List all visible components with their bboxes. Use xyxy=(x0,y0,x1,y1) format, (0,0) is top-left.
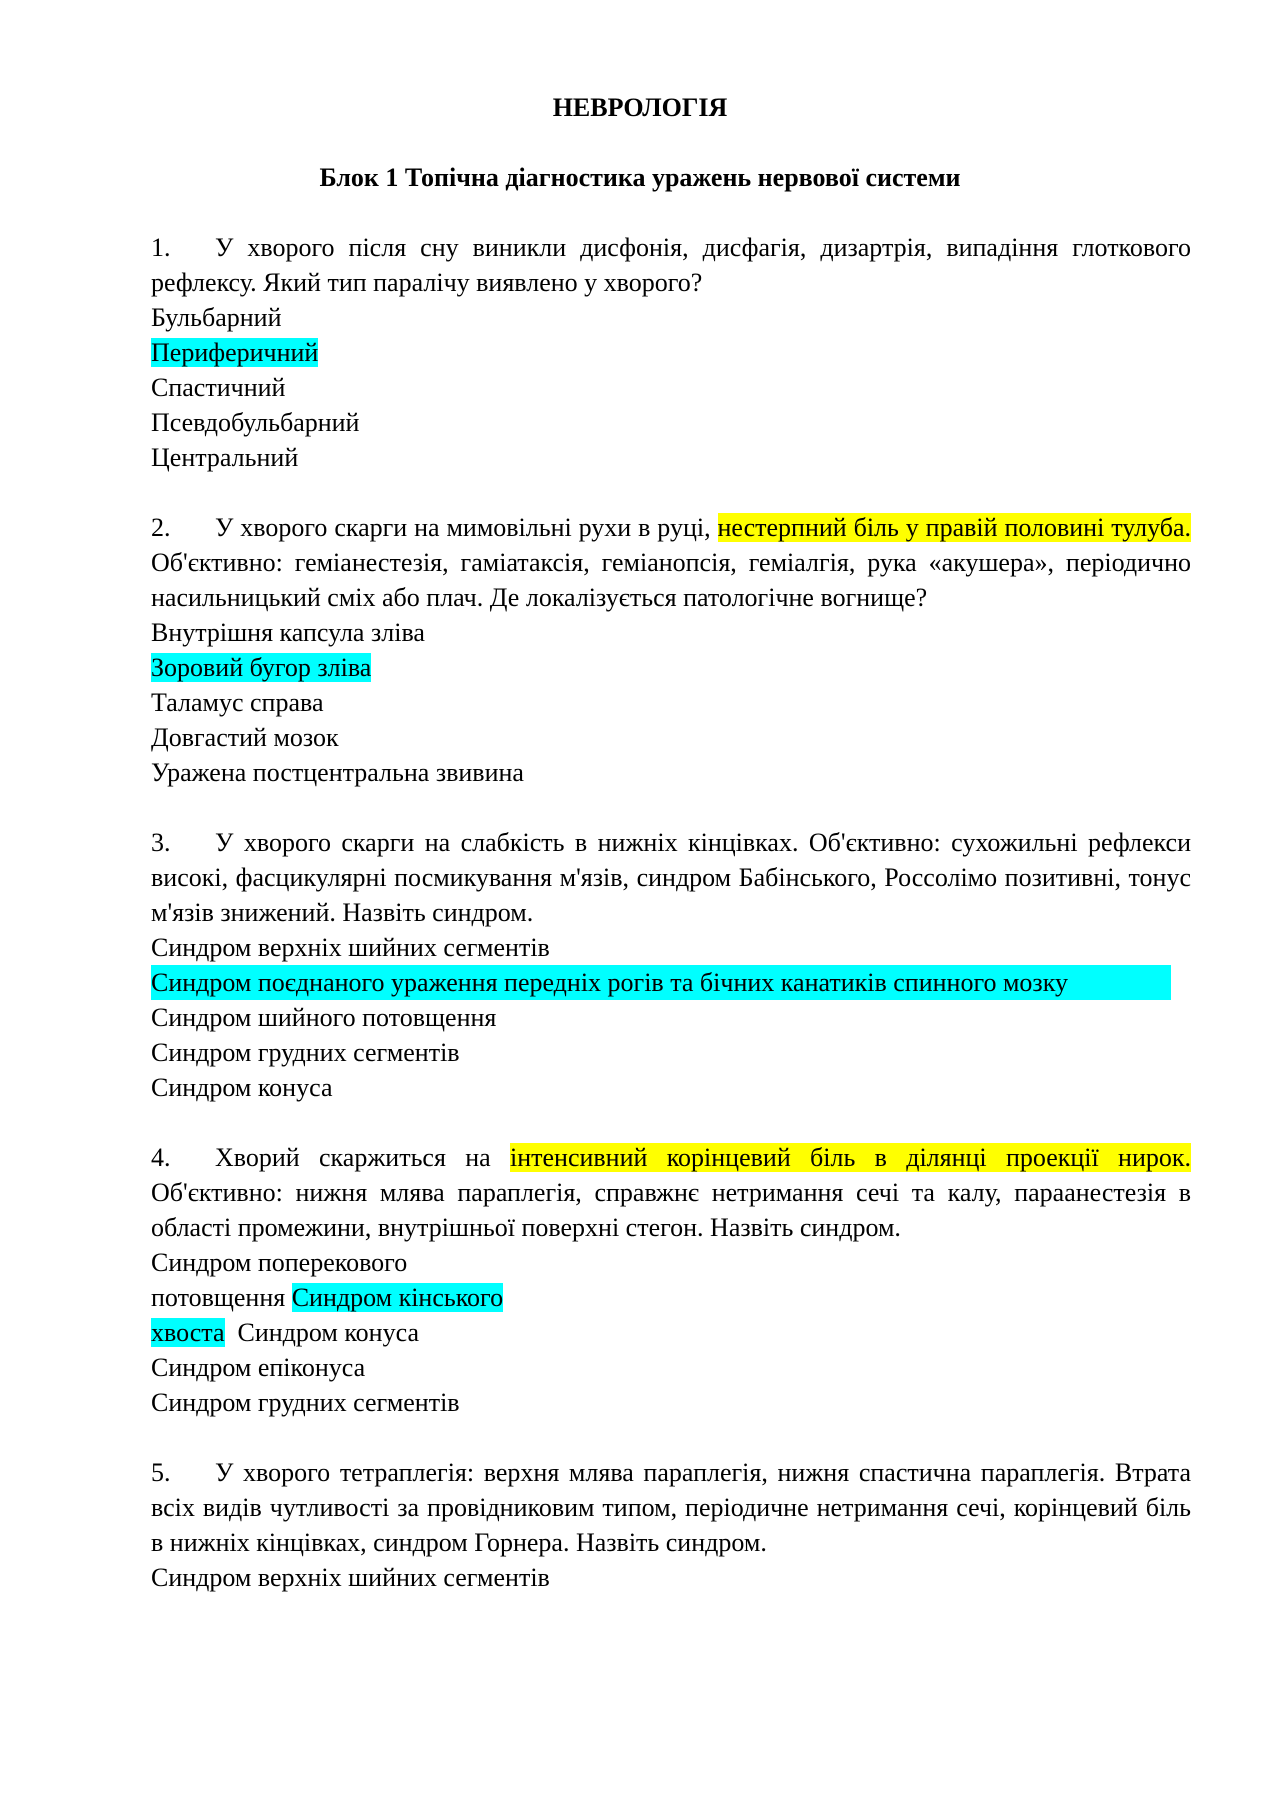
answer-option: Синдром конуса xyxy=(151,1073,333,1102)
answer-option: Синдром верхніх шийних сегментів xyxy=(151,1563,550,1592)
question-3-text: 3. У хворого скарги на слабкість в нижніх кінцівках. Об'єктивно: сухожильні рефлекси високі, фасцикулярні посмикування м'язів, синдром Бабінського, Россолімо позитивні, тонус м'язів знижений. Назвіть синдром. xyxy=(151,825,1191,930)
question-number: 2. xyxy=(151,513,171,542)
answer-option: Центральний xyxy=(151,443,299,472)
highlighted-phrase: нестерпний біль у правій половині тулуба. xyxy=(717,513,1191,542)
answer-option: Внутрішня капсула зліва xyxy=(151,618,425,647)
question-1 xyxy=(151,230,1191,475)
question-2-text: 2. У хворого скарги на мимовільні рухи в руці, нестерпний біль у правій половині тулуба. Об'єктивно: геміанестезія, гаміатаксія, геміанопсія, геміалгія, рука «акушера», періодично насильницький сміх або плач. Де локалізується патологічне вогнище? xyxy=(151,510,1191,615)
answer-option: Псевдобульбарний xyxy=(151,408,360,437)
highlighted-phrase: інтенсивний корінцевий біль в ділянці проекції нирок. xyxy=(510,1143,1191,1172)
answer-option: Довгастий мозок xyxy=(151,723,339,752)
answer-option: Синдром грудних сегментів xyxy=(151,1038,460,1067)
question-1-text: 1. У хворого після сну виникли дисфонія, дисфагія, дизартрія, випадіння глоткового рефлексу. Який тип паралічу виявлено у хворого? xyxy=(151,230,1191,300)
question-5 xyxy=(151,1455,1191,1595)
answer-option: Таламус справа xyxy=(151,688,324,717)
answer-option: Синдром поперекового xyxy=(151,1248,408,1277)
question-5-text: 5. У хворого тетраплегія: верхня млява параплегія, нижня спастична параплегія. Втрата всіх видів чутливості за провідниковим типом, періодичне нетримання сечі, корінцевий біль в нижніх кінцівках, синдром Горнера. Назвіть синдром. xyxy=(151,1455,1191,1560)
answer-option-correct: Периферичний xyxy=(151,338,319,367)
answer-option-correct: хвоста xyxy=(151,1318,225,1347)
answer-option: хвоста Синдром конуса xyxy=(151,1318,419,1347)
answer-option: Уражена постцентральна звивина xyxy=(151,758,524,787)
questions-list xyxy=(151,230,1191,1630)
document-title: НЕВРОЛОГІЯ xyxy=(552,93,728,122)
question-3 xyxy=(151,825,1191,1105)
answer-option: Синдром епіконуса xyxy=(151,1353,366,1382)
answer-option-correct: Синдром кінського xyxy=(291,1283,504,1312)
question-4 xyxy=(151,1140,1191,1420)
question-4-text: 4. Хворий скаржиться на інтенсивний корінцевий біль в ділянці проекції нирок. Об'єктивно: нижня млява параплегія, справжнє нетримання сечі та калу, параанестезія в області промежини, внутрішньої поверхні стегон. Назвіть синдром. xyxy=(151,1140,1191,1245)
answer-option: Бульбарний xyxy=(151,303,282,332)
answer-option: Синдром верхніх шийних сегментів xyxy=(151,933,550,962)
answer-option: Синдром грудних сегментів xyxy=(151,1388,460,1417)
question-number: 1. xyxy=(151,233,171,262)
question-number: 5. xyxy=(151,1458,171,1487)
answer-option: Синдром шийного потовщення xyxy=(151,1003,497,1032)
answer-option: потовщення Синдром кінського xyxy=(151,1283,504,1312)
question-number: 3. xyxy=(151,828,171,857)
question-2 xyxy=(151,510,1191,790)
answer-option: Спастичний xyxy=(151,373,286,402)
answer-option-correct: Зоровий бугор зліва xyxy=(151,653,372,682)
block-title: Блок 1 Топічна діагностика уражень нервової системи xyxy=(319,163,961,192)
answer-option-correct: Синдром поєднаного ураження передніх рогів та бічних канатиків спинного мозку xyxy=(151,965,1171,1000)
question-number: 4. xyxy=(151,1143,171,1172)
